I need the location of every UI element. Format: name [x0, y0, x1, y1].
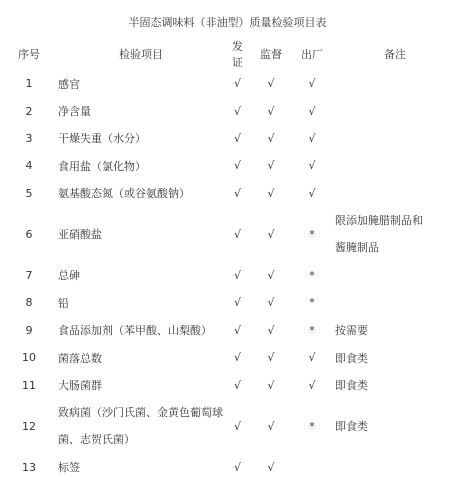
- row-note: [329, 97, 455, 124]
- row-no: 13: [22, 460, 36, 474]
- row-note: 即食类: [335, 379, 368, 393]
- table-row: [0, 207, 455, 262]
- row-jiandu: √: [267, 460, 275, 474]
- header-item: 检验项目: [119, 48, 163, 61]
- row-item: 菌落总数: [58, 351, 102, 365]
- header-no: 序号: [18, 48, 40, 61]
- row-chuchang: √: [308, 104, 316, 118]
- row-item: 氨基酸态氮（或谷氨酸钠）: [58, 187, 190, 201]
- table-row: [0, 317, 455, 344]
- row-no: 5: [25, 186, 33, 200]
- table-header: [0, 38, 455, 70]
- row-fazheng: √: [233, 186, 241, 200]
- row-chuchang: √: [308, 186, 316, 200]
- row-fazheng: √: [233, 104, 241, 118]
- row-chuchang: √: [308, 159, 316, 173]
- row-jiandu: √: [267, 77, 275, 91]
- row-no: 11: [22, 378, 36, 392]
- row-note: 即食类: [335, 420, 368, 434]
- row-fazheng: √: [233, 419, 241, 433]
- row-item: 总砷: [58, 269, 80, 283]
- row-note: [329, 454, 455, 481]
- row-item: 铅: [58, 296, 69, 310]
- row-jiandu: √: [267, 296, 275, 310]
- row-jiandu: √: [267, 186, 275, 200]
- row-chuchang: *: [309, 227, 315, 241]
- table-row: [0, 344, 455, 371]
- inspection-table: [0, 38, 455, 481]
- table-title: 半固态调味料（非油型）质量检验项目表: [128, 16, 327, 29]
- header-chuchang: 出厂: [301, 48, 323, 61]
- row-item: 致病菌（沙门氏菌、金黄色葡萄球菌、志贺氏菌）: [58, 405, 223, 447]
- header-fazheng: 发证: [232, 40, 243, 69]
- row-note: 限添加腌腊制品和酱腌制品: [335, 213, 423, 255]
- row-fazheng: √: [233, 323, 241, 337]
- row-no: 6: [25, 227, 33, 241]
- row-jiandu: √: [267, 268, 275, 282]
- row-note: 即食类: [335, 351, 368, 365]
- row-jiandu: √: [267, 351, 275, 365]
- table-body: [0, 70, 455, 481]
- row-no: 12: [22, 419, 36, 433]
- row-fazheng: √: [233, 77, 241, 91]
- row-jiandu: √: [267, 159, 275, 173]
- row-item: 标签: [58, 461, 80, 475]
- row-no: 10: [22, 351, 36, 365]
- row-note: 按需要: [335, 324, 368, 338]
- table-row: [0, 399, 455, 454]
- row-note: [329, 125, 455, 152]
- row-jiandu: √: [267, 378, 275, 392]
- row-chuchang: *: [309, 323, 315, 337]
- row-chuchang: *: [309, 419, 315, 433]
- row-fazheng: √: [233, 268, 241, 282]
- row-item: 感官: [58, 77, 80, 91]
- row-no: 1: [25, 77, 33, 91]
- row-chuchang: √: [308, 131, 316, 145]
- row-item: 亚硝酸盐: [58, 228, 102, 242]
- row-chuchang: *: [309, 296, 315, 310]
- row-item: 食品添加剂（苯甲酸、山梨酸）: [58, 324, 212, 338]
- header-row: [0, 38, 455, 70]
- row-chuchang: [295, 454, 329, 481]
- row-fazheng: √: [233, 159, 241, 173]
- row-item: 食用盐（氯化物）: [58, 159, 146, 173]
- row-chuchang: *: [309, 268, 315, 282]
- row-fazheng: √: [233, 378, 241, 392]
- table-row: [0, 180, 455, 207]
- row-chuchang: √: [308, 378, 316, 392]
- row-no: 9: [25, 323, 33, 337]
- row-jiandu: √: [267, 323, 275, 337]
- header-jiandu: 监督: [260, 48, 282, 61]
- table-row: [0, 152, 455, 179]
- row-jiandu: √: [267, 227, 275, 241]
- row-fazheng: √: [233, 460, 241, 474]
- row-note: [329, 262, 455, 289]
- row-fazheng: √: [233, 296, 241, 310]
- row-no: 4: [25, 159, 33, 173]
- table-row: [0, 70, 455, 97]
- table-row: [0, 289, 455, 316]
- row-no: 3: [25, 131, 33, 145]
- table-row: [0, 125, 455, 152]
- row-item: 净含量: [58, 105, 91, 119]
- row-jiandu: √: [267, 419, 275, 433]
- row-no: 7: [25, 268, 33, 282]
- row-jiandu: √: [267, 104, 275, 118]
- table-row: [0, 454, 455, 481]
- row-no: 8: [25, 296, 33, 310]
- row-fazheng: √: [233, 131, 241, 145]
- row-no: 2: [25, 104, 33, 118]
- row-chuchang: √: [308, 77, 316, 91]
- row-item: 大肠菌群: [58, 379, 102, 393]
- row-jiandu: √: [267, 131, 275, 145]
- row-note: [329, 152, 455, 179]
- table-row: [0, 97, 455, 124]
- table-row: [0, 262, 455, 289]
- row-note: [329, 289, 455, 316]
- row-item: 干燥失重（水分）: [58, 132, 146, 146]
- table-row: [0, 371, 455, 398]
- header-note: 备注: [384, 48, 406, 61]
- row-note: [329, 70, 455, 97]
- row-chuchang: √: [308, 351, 316, 365]
- row-fazheng: √: [233, 351, 241, 365]
- row-note: [329, 180, 455, 207]
- row-fazheng: √: [233, 227, 241, 241]
